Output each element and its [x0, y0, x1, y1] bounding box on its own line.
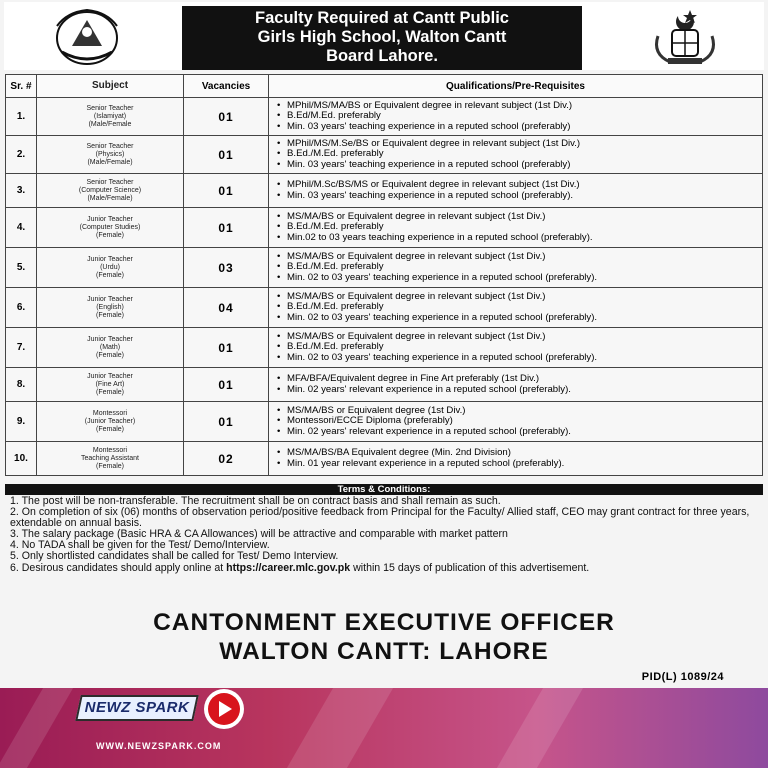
qualification-item: • MPhil/M.Sc/BS/MS or Equivalent degree in relevant subject (1st Div.)	[277, 180, 762, 190]
qualification-list	[277, 332, 762, 363]
row-subject	[37, 402, 184, 442]
table-row	[6, 402, 763, 442]
qualification-item: • MPhil/MS/MA/BS or Equivalent degree in relevant subject (1st Div.)	[277, 101, 762, 111]
qualification-list	[277, 212, 762, 243]
row-qualifications	[269, 328, 763, 368]
apply-online-link[interactable]: https://career.mlc.gov.pk	[226, 561, 351, 574]
row-vacancies: 01	[184, 208, 269, 248]
qualification-list	[277, 448, 762, 469]
row-serial: 3.	[6, 174, 37, 208]
row-serial: 2.	[6, 136, 37, 174]
subject-line: (Female)	[95, 351, 124, 359]
page-title	[182, 6, 582, 70]
row-qualifications	[269, 98, 763, 136]
subject-line: Junior Teacher	[87, 295, 133, 303]
cantonment-board-seal-icon	[42, 6, 132, 68]
qualification-item: • Montessori/ECCE Diploma (preferably)	[277, 416, 762, 426]
header-subject: Subject	[37, 75, 184, 98]
row-qualifications	[269, 174, 763, 208]
subject-line: Senior Teacher	[86, 178, 134, 186]
subject-line: (Female)	[95, 425, 124, 433]
row-subject	[37, 248, 184, 288]
header-vacancies: Vacancies	[184, 75, 269, 98]
term-6-prefix: 6. Desirous candidates should apply online at	[10, 561, 227, 574]
subject-line: (Islamiyat)	[93, 112, 127, 120]
play-button-icon[interactable]	[196, 686, 252, 732]
qualification-item: • MS/MA/BS or Equivalent degree in relevant subject (1st Div.)	[277, 212, 762, 222]
row-serial: 1.	[6, 98, 37, 136]
row-qualifications	[269, 442, 763, 476]
row-subject	[37, 288, 184, 328]
website-url[interactable]: WWW.NEWZSPARK.COM	[96, 741, 222, 751]
qualification-item: • Min. 02 to 03 years' teaching experience in a reputed school (preferably).	[277, 313, 762, 323]
qualification-item: • B.Ed./M.Ed. preferably	[277, 302, 762, 312]
officer-line-1: CANTONMENT EXECUTIVE OFFICER	[153, 609, 615, 636]
subject-line: (Female)	[95, 388, 124, 396]
qualification-list	[277, 406, 762, 437]
row-qualifications	[269, 208, 763, 248]
qualification-list	[277, 252, 762, 283]
officer-line-2: WALTON CANTT: LAHORE	[219, 638, 549, 665]
terms-heading: Terms & Conditions:	[5, 484, 763, 495]
qualification-item: • Min.02 to 03 years teaching experience in a reputed school (preferably).	[277, 233, 762, 243]
term-item: 2. On completion of six (06) months of observation period/positive feedback from Principal for the Faculty/ Allied staff, CEO may grant contract for three years, extendable on annual basis.	[10, 506, 750, 530]
subject-line: Montessori	[92, 409, 128, 417]
row-subject	[37, 368, 184, 402]
table-header-row	[6, 75, 763, 98]
table-row	[6, 174, 763, 208]
qualification-item: • Min. 03 years' teaching experience in a reputed school (preferably)	[277, 160, 762, 170]
subject-line: (Physics)	[95, 150, 125, 158]
row-subject	[37, 174, 184, 208]
row-vacancies: 01	[184, 174, 269, 208]
newzspark-logo[interactable]	[75, 695, 199, 721]
table-row	[6, 288, 763, 328]
qualification-item: • Min. 02 to 03 years' teaching experience in a reputed school (preferably).	[277, 273, 762, 283]
subject-line: (Fine Art)	[95, 380, 125, 388]
subject-line: (Female)	[95, 462, 124, 470]
brand-name: NEWZ SPARK	[84, 699, 190, 716]
subject-line: (Math)	[99, 343, 121, 351]
subject-line: (Computer Science)	[78, 186, 142, 194]
qualification-item: • Min. 03 years' teaching experience in a reputed school (preferably).	[277, 191, 762, 201]
row-subject	[37, 208, 184, 248]
row-vacancies: 03	[184, 248, 269, 288]
subject-line: (Male/Female	[88, 120, 132, 128]
term-item	[10, 563, 760, 574]
subject-line: (Female)	[95, 271, 124, 279]
subject-line: (Male/Female)	[87, 194, 133, 202]
header-qualifications: Qualifications/Pre-Requisites	[269, 75, 763, 98]
row-serial: 8.	[6, 368, 37, 402]
row-serial: 4.	[6, 208, 37, 248]
qualification-list	[277, 139, 762, 170]
subject-line: (Junior Teacher)	[84, 417, 136, 425]
row-serial: 9.	[6, 402, 37, 442]
qualification-item: • MS/MA/BS/BA Equivalent degree (Min. 2nd Division)	[277, 448, 762, 458]
qualification-item: • B.Ed./M.Ed. preferably	[277, 262, 762, 272]
qualification-item: • Min. 01 year relevant experience in a reputed school (preferably).	[277, 459, 762, 469]
banner-stripe	[287, 688, 393, 768]
pakistan-emblem-icon	[640, 6, 730, 68]
qualification-list	[277, 292, 762, 323]
row-qualifications	[269, 288, 763, 328]
term-item: 4. No TADA shall be given for the Test/ Demo/Interview.	[10, 539, 270, 552]
qualification-item: • MS/MA/BS or Equivalent degree (1st Div.)	[277, 406, 762, 416]
qualification-item: • B.Ed./M.Ed. preferably	[277, 222, 762, 232]
subject-line: Junior Teacher	[87, 372, 133, 380]
subject-line: Junior Teacher	[87, 255, 133, 263]
term-6-suffix: within 15 days of publication of this advertisement.	[350, 561, 590, 574]
subject-line: Junior Teacher	[87, 215, 133, 223]
row-qualifications	[269, 368, 763, 402]
qualification-item: • B.Ed./M.Ed. preferably	[277, 149, 762, 159]
subject-line: Montessori	[92, 446, 128, 454]
title-line-3: Board Lahore.	[326, 47, 438, 65]
qualification-item: • B.Ed./M.Ed. preferably	[277, 342, 762, 352]
row-subject	[37, 328, 184, 368]
row-vacancies: 02	[184, 442, 269, 476]
qualification-list	[277, 374, 762, 395]
table-row	[6, 328, 763, 368]
banner-stripe	[497, 688, 583, 768]
row-vacancies: 01	[184, 368, 269, 402]
row-subject	[37, 442, 184, 476]
row-qualifications	[269, 136, 763, 174]
qualification-item: • MPhil/MS/M.Se/BS or Equivalent degree in relevant subject (1st Div.)	[277, 139, 762, 149]
qualification-item: • B.Ed/M.Ed. preferably	[277, 111, 762, 121]
subject-line: Senior Teacher	[86, 104, 134, 112]
subject-line: (Female)	[95, 311, 124, 319]
qualification-item: • MS/MA/BS or Equivalent degree in relevant subject (1st Div.)	[277, 252, 762, 262]
qualification-item: • Min. 02 years' relevant experience in a reputed school (preferably).	[277, 385, 762, 395]
term-item: 5. Only shortlisted candidates shall be called for Test/ Demo Interview.	[10, 550, 339, 563]
row-vacancies: 01	[184, 136, 269, 174]
row-serial: 10.	[6, 442, 37, 476]
header	[4, 2, 764, 70]
subject-line: (Female)	[95, 231, 124, 239]
qualification-item: • Min. 02 to 03 years' teaching experience in a reputed school (preferably).	[277, 353, 762, 363]
issuing-authority	[0, 608, 768, 666]
row-vacancies: 01	[184, 328, 269, 368]
row-subject	[37, 136, 184, 174]
row-qualifications	[269, 248, 763, 288]
qualification-item: • Min. 02 years' relevant experience in a reputed school (preferably).	[277, 427, 762, 437]
title-line-1: Faculty Required at Cantt Public	[255, 9, 509, 27]
row-serial: 7.	[6, 328, 37, 368]
banner-stripe	[0, 688, 73, 768]
vacancy-rows	[6, 98, 763, 476]
subject-line: (English)	[96, 303, 124, 311]
term-item: 3. The salary package (Basic HRA & CA Allowances) will be attractive and comparable with market pattern	[10, 528, 508, 541]
qualification-list	[277, 180, 762, 201]
row-vacancies: 04	[184, 288, 269, 328]
row-vacancies: 01	[184, 98, 269, 136]
subject-line: (Computer Studies)	[79, 223, 141, 231]
table-row	[6, 136, 763, 174]
terms-list	[10, 496, 760, 574]
table-row	[6, 208, 763, 248]
vacancy-table	[5, 74, 763, 476]
subject-line: Teaching Assistant	[81, 454, 139, 462]
subject-line: (Urdu)	[100, 263, 120, 271]
qualification-item: • MS/MA/BS or Equivalent degree in relevant subject (1st Div.)	[277, 332, 762, 342]
pid-number: PID(L) 1089/24	[641, 671, 724, 683]
row-vacancies: 01	[184, 402, 269, 442]
table-row	[6, 248, 763, 288]
subject-line: Senior Teacher	[86, 142, 134, 150]
header-sr: Sr. #	[6, 75, 37, 98]
qualification-list	[277, 101, 762, 132]
table-row	[6, 98, 763, 136]
row-serial: 5.	[6, 248, 37, 288]
row-serial: 6.	[6, 288, 37, 328]
row-qualifications	[269, 402, 763, 442]
qualification-item: • MFA/BFA/Equivalent degree in Fine Art preferably (1st Div.)	[277, 374, 762, 384]
row-subject	[37, 98, 184, 136]
qualification-item: • MS/MA/BS or Equivalent degree in relevant subject (1st Div.)	[277, 292, 762, 302]
table-row	[6, 368, 763, 402]
term-item: 1. The post will be non-transferable. The recruitment shall be on contract basis and shall remain as such.	[10, 495, 501, 507]
title-line-2: Girls High School, Walton Cantt	[257, 28, 507, 46]
subject-line: Junior Teacher	[87, 335, 133, 343]
table-row	[6, 442, 763, 476]
subject-line: (Male/Female)	[87, 158, 133, 166]
qualification-item: • Min. 03 years' teaching experience in a reputed school (preferably)	[277, 122, 762, 132]
